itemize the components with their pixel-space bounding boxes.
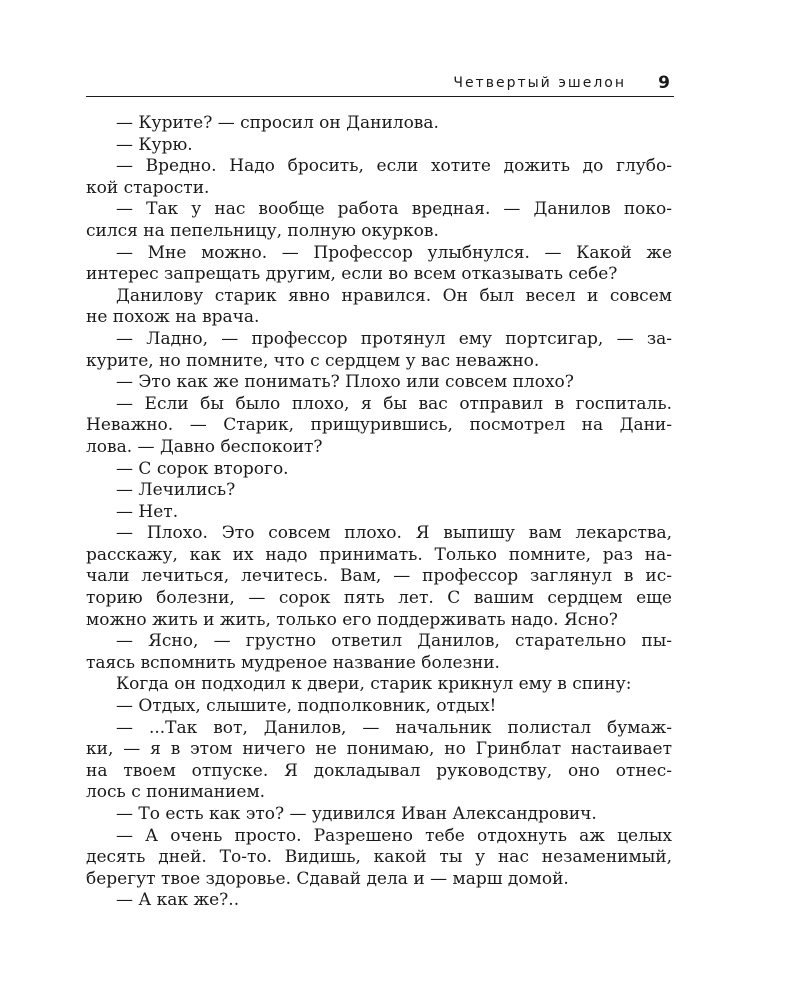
text-line: — ...Так вот, Данилов, — начальник полистал бумаж- <box>116 717 672 738</box>
text-line: — Ладно, — профессор протянул ему портсигар, — за- <box>116 328 672 349</box>
text-line: на твоем отпуске. Я докладывал руководству, оно отнес- <box>86 760 672 781</box>
text-line: — Мне можно. — Профессор улыбнулся. — Какой же <box>116 242 672 263</box>
text-line: — Лечились? <box>116 480 236 501</box>
text-line: — Курите? — спросил он Данилова. <box>116 113 439 133</box>
text-line: — А очень просто. Разрешено тебе отдохнуть аж целых <box>116 825 672 846</box>
text-line: — То есть как это? — удивился Иван Александрович. <box>116 804 597 824</box>
text-line: — Отдых, слышите, подполковник, отдых! <box>116 696 497 717</box>
text-line: Неважно. — Старик, прищурившись, посмотрел на Дани- <box>86 415 672 436</box>
text-line: расскажу, как их надо принимать. Только помните, раз на- <box>86 544 672 565</box>
running-title: Четвертый эшелон <box>453 75 626 91</box>
text-line: — Ясно, — грустно ответил Данилов, старательно пы- <box>116 631 672 652</box>
text-line: кой старости. <box>86 177 210 198</box>
text-line: — А как же?.. <box>116 890 240 911</box>
text-line: берегут твое здоровье. Сдавай дела и — марш домой. <box>86 868 569 889</box>
text-line: Данилову старик явно нравился. Он был весел и совсем <box>116 285 672 306</box>
text-line: интерес запрещать другим, если во всем отказывать себе? <box>86 264 618 285</box>
text-line: — Нет. <box>116 501 179 522</box>
text-line: не похож на врача. <box>86 307 260 328</box>
text-line: сился на пепельницу, полную окурков. <box>86 220 439 241</box>
text-line: курите, но помните, что с сердцем у вас неважно. <box>86 350 540 371</box>
body-text <box>86 113 672 912</box>
text-line: — Это как же понимать? Плохо или совсем плохо? <box>116 372 574 393</box>
text-line: Когда он подходил к двери, старик крикнул ему в спину: <box>116 674 632 695</box>
text-line: лова. — Давно беспокоит? <box>86 436 323 457</box>
text-line: ки, — я в этом ничего не понимаю, но Гринблат настаивает <box>86 739 672 760</box>
text-line: торию болезни, — сорок пять лет. С вашим сердцем еще <box>86 588 672 609</box>
text-line: — Курю. <box>116 134 193 155</box>
text-line: — Плохо. Это совсем плохо. Я выпишу вам лекарства, <box>116 523 672 544</box>
text-line: таясь вспомнить мудреное название болезни. <box>86 652 500 673</box>
text-line: — Если бы было плохо, я бы вас отправил в госпиталь. <box>116 393 672 414</box>
text-line: — С сорок второго. <box>116 458 289 479</box>
page-number: 9 <box>658 73 670 93</box>
text-line: десять дней. То-то. Видишь, какой ты у нас незаменимый, <box>86 847 672 868</box>
text-line: лось с пониманием. <box>86 782 266 803</box>
text-line: — Так у нас вообще работа вредная. — Данилов поко- <box>116 199 672 220</box>
text-line: — Вредно. Надо бросить, если хотите дожить до глубо- <box>116 156 672 177</box>
text-line: можно жить и жить, только его поддерживать надо. Ясно? <box>86 609 618 630</box>
running-header <box>86 74 674 97</box>
text-line: чали лечиться, лечитесь. Вам, — профессор заглянул в ис- <box>86 566 672 587</box>
